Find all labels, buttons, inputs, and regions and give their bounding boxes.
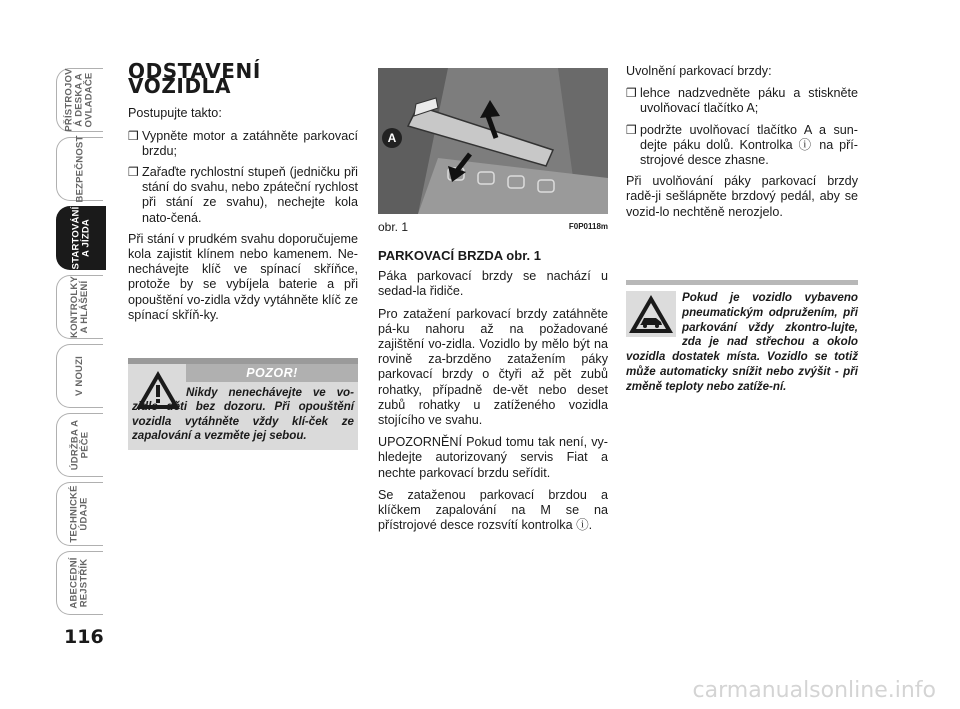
column-left — [128, 59, 358, 330]
paragraph: Při uvolňování páky parkovací brzdy radě-ji sešlápněte brzdový pedál, aby se vozid-lo nechtěně nerozjelo. — [626, 174, 858, 219]
bullet-icon: ❒ — [128, 165, 139, 180]
tab-pristrojova-deska[interactable]: PŘÍSTROJOV Á DESKA A OVLADAČE — [56, 68, 103, 132]
tab-rejstrik[interactable]: ABECEDNÍ REJSTŘÍK — [56, 551, 103, 615]
note-box — [626, 280, 858, 395]
intro-text: Postupujte takto: — [128, 106, 222, 121]
paragraph: Pro zatažení parkovací brzdy zatáhněte pá-ku nahoru až na požadované zajištění vo-zidla. Vozidlo by mělo být na rovině za-brzděno zatažením páky parkovací brzdy o čtyři až pět zubů rohatky, případně de-vět nebo deset zubů rohatky u zatíženého vozidla stojícího ve svahu. — [378, 306, 608, 428]
car-lowered-icon — [626, 291, 676, 337]
parking-brake-illustration — [378, 68, 608, 214]
section-title: ODSTAVENÍ VOZIDLA — [128, 59, 261, 99]
column-right — [626, 64, 858, 227]
paragraph: Se zataženou parkovací brzdou a klíčkem zapalování na M se na přístrojové desce rozsvítí kontrolka ⓘ. — [378, 487, 608, 533]
paragraph: UPOZORNĚNÍ Pokud tomu tak není, vy-hledejte autorizovaný servis Fiat a nechte parkovací brzdu seřídit. — [378, 435, 608, 480]
marker-a: A — [382, 128, 402, 148]
list-item: ❒ podržte uvolňovací tlačítko A a sun-dejte páku dolů. Kontrolka ⓘ na pří-strojové desce zhasne. — [626, 122, 858, 168]
bullet-icon: ❒ — [626, 86, 637, 101]
tab-v-nouzi[interactable]: V NOUZI — [56, 344, 103, 408]
tab-kontrolky[interactable]: KONTROLKY A HLÁŠENÍ — [56, 275, 103, 339]
watermark: carmanualsonline.info — [692, 678, 936, 703]
intro-text: Uvolnění parkovací brzdy: — [626, 64, 772, 78]
figure-code: F0P0118m — [568, 222, 608, 231]
tab-technicke-udaje[interactable]: TECHNICKÉ ÚDAJE — [56, 482, 103, 546]
list-item: ❒ Vypněte motor a zatáhněte parkovací brzdu; — [128, 128, 358, 158]
list-item: ❒ Zařaďte rychlostní stupeň (jedničku při stání do svahu, nebo zpáteční rychlost při stání ze svahu), nechejte kola nato-čená. — [128, 165, 358, 225]
bullet-icon: ❒ — [626, 122, 637, 137]
page-number: 116 — [64, 626, 104, 648]
tab-udrzba[interactable]: ÚDRŽBA A PÉČE — [56, 413, 103, 477]
tab-bezpecnost[interactable]: BEZPEČNOST — [56, 137, 103, 201]
figure-parking-brake — [378, 68, 608, 214]
warning-box — [128, 358, 358, 450]
note-text: Pokud je vozidlo vybaveno pneumatickým odpružením, při parkování vždy zkontro-lujte, zda je nad střechou a okolo vozidla dostatek místa. Vozidlo se totiž může automaticky snížit nebo zvýšit - při změně teploty nebo zatíže-ní. — [626, 291, 858, 393]
bullet-icon: ❒ — [128, 128, 139, 143]
tab-startovani[interactable]: STARTOVÁNÍ A JÍZDA — [56, 206, 106, 270]
column-middle — [378, 248, 608, 540]
warning-text: Nikdy nenechávejte ve vo-zidle děti bez dozoru. Při opouštění vozidla vytáhněte vždy klí-ček ze zapalování a vezměte jej sebou. — [132, 386, 354, 443]
figure-caption: obr. 1 F0P0118m — [378, 220, 608, 234]
section-heading: PARKOVACÍ BRZDA obr. 1 — [378, 248, 541, 263]
warning-header: POZOR! — [186, 364, 358, 382]
list-item: ❒ lehce nadzvedněte páku a stiskněte uvolňovací tlačítko A; — [626, 86, 858, 116]
paragraph: Při stání v prudkém svahu doporučujeme kola zajistit klínem nebo kamenem. Ne-nechávejte klíč ve spínací skříňce, protože by se vybíjela baterie a při opouštění vo-zidla vždy vytáhněte klíč ze spínací skříň-ky. — [128, 231, 358, 322]
paragraph: Páka parkovací brzdy se nachází u sedad-la řidiče. — [378, 269, 608, 299]
